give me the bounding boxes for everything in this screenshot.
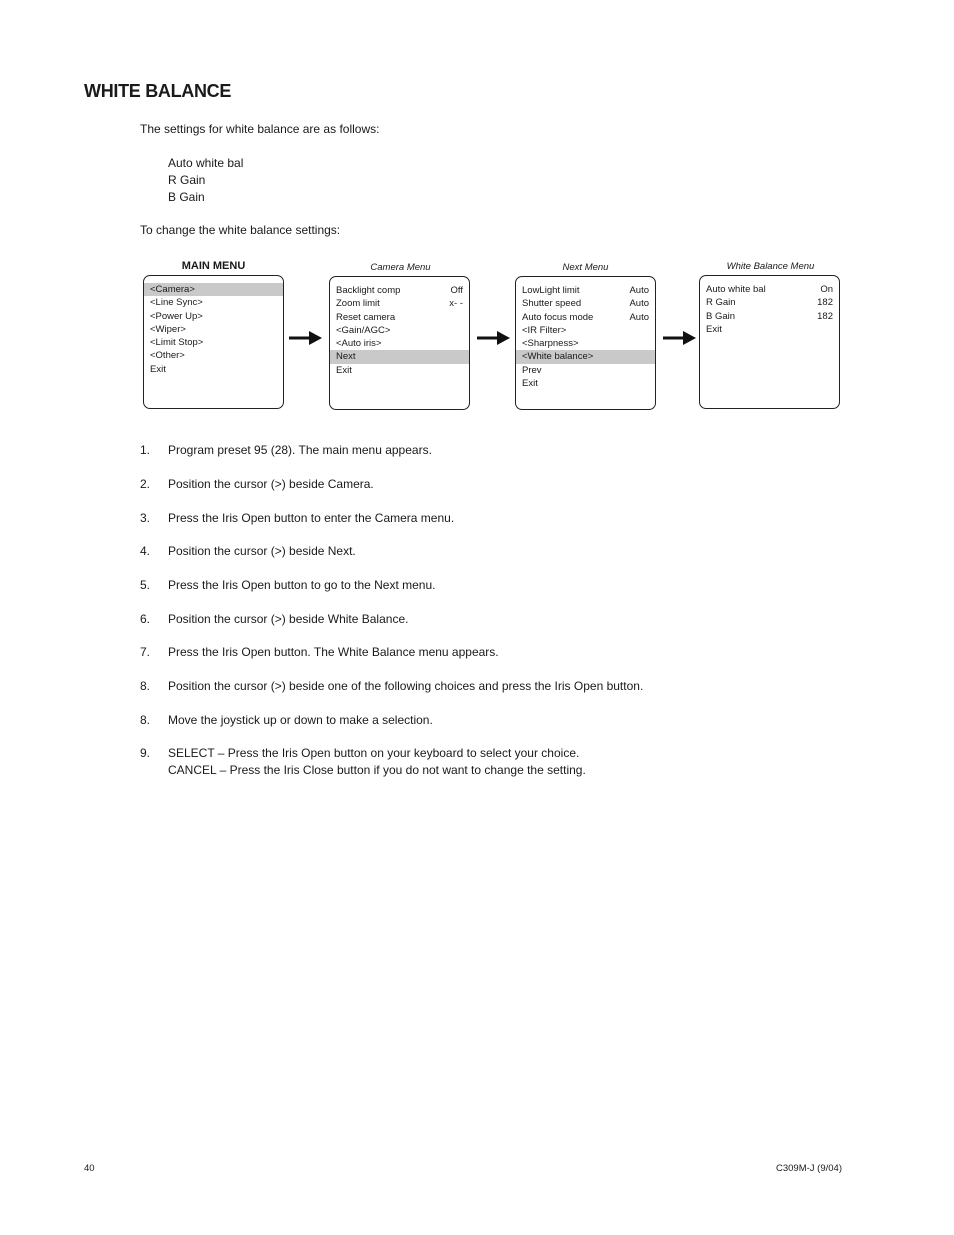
menu-row-label: <Limit Stop> xyxy=(150,337,204,349)
menu-row xyxy=(516,284,655,297)
step-number: 8. xyxy=(140,679,151,693)
menu-row-label: Auto white bal xyxy=(706,284,766,295)
menu-row-label: <Other> xyxy=(150,350,185,362)
menu-row-label: R Gain xyxy=(706,297,736,309)
main-menu-box xyxy=(143,275,284,409)
menu-row-label: Exit xyxy=(150,363,166,375)
menu-row-label: <Power Up> xyxy=(150,310,203,322)
step-number: 5. xyxy=(140,578,151,592)
menu-row xyxy=(330,324,469,337)
menu-row xyxy=(700,310,839,323)
step-text: Press the Iris Open button. The White Balance menu appears. xyxy=(168,645,499,659)
menu-row-label: <Line Sync> xyxy=(150,297,203,309)
step-number: 9. xyxy=(140,746,151,760)
menu-row xyxy=(516,311,655,324)
menu-row-label: <Wiper> xyxy=(150,323,186,335)
menu-row xyxy=(330,311,469,324)
menu-row-value: 182 xyxy=(817,310,833,322)
menu-row xyxy=(144,363,283,376)
menu-row xyxy=(330,284,469,297)
page-number: 40 xyxy=(84,1163,95,1174)
menu-row-label: B Gain xyxy=(706,310,736,322)
menu-row xyxy=(144,336,283,349)
menu-row-value: Auto xyxy=(629,298,649,310)
setting-item: Auto white bal xyxy=(168,156,244,170)
menu-row-label: Exit xyxy=(522,378,538,390)
menu-row-label: Reset camera xyxy=(336,311,396,323)
white-balance-menu-box xyxy=(699,275,840,409)
step-number: 1. xyxy=(140,443,151,457)
menu-row-label: Exit xyxy=(336,364,352,376)
menu-row xyxy=(330,350,469,363)
step-text: Position the cursor (>) beside Camera. xyxy=(168,477,374,491)
right-arrow-icon xyxy=(663,330,697,346)
menu-row-label: <White balance> xyxy=(522,351,594,363)
setting-item: B Gain xyxy=(168,190,205,204)
step-text: Program preset 95 (28). The main menu appears. xyxy=(168,443,432,457)
menu-row-label: <Auto iris> xyxy=(336,338,382,350)
menu-row-label: Backlight comp xyxy=(336,285,401,296)
menu-row-label: Zoom limit xyxy=(336,298,380,310)
step-text: Press the Iris Open button to enter the Camera menu. xyxy=(168,511,455,525)
menu-row xyxy=(516,364,655,377)
intro-text: The settings for white balance are as follows: xyxy=(140,122,380,136)
menu-row-value: 182 xyxy=(817,297,833,309)
menu-row xyxy=(516,337,655,350)
menu-row-label: <IR Filter> xyxy=(522,324,567,336)
menu-row-label: Prev xyxy=(522,364,542,376)
menu-row-value: Off xyxy=(450,285,463,296)
menu-row xyxy=(144,283,283,296)
menu-row-label: <Camera> xyxy=(150,284,195,295)
instruction-text: To change the white balance settings: xyxy=(140,223,341,237)
step-text: Position the cursor (>) beside one of the following choices and press the Iris Open button. xyxy=(168,679,644,693)
next-menu-box xyxy=(515,276,656,410)
menu-row xyxy=(700,296,839,309)
menu-row-value: Auto xyxy=(629,311,649,323)
right-arrow-icon xyxy=(289,330,323,346)
menu-row-label: Exit xyxy=(706,323,722,335)
step-text: Press the Iris Open button to go to the Next menu. xyxy=(168,578,436,592)
next-menu-caption: Next Menu xyxy=(562,262,609,273)
menu-row-value: Auto xyxy=(629,285,649,296)
step-number: 2. xyxy=(140,477,151,491)
menu-row xyxy=(144,349,283,362)
step-text: Move the joystick up or down to make a selection. xyxy=(168,713,433,727)
menu-row-label: Auto focus mode xyxy=(522,311,594,323)
menu-row-label: Shutter speed xyxy=(522,298,582,310)
menu-row-label: Next xyxy=(336,351,356,363)
menu-row xyxy=(330,364,469,377)
menu-row xyxy=(516,297,655,310)
menu-row xyxy=(516,377,655,390)
step-number: 8. xyxy=(140,713,151,727)
menu-row xyxy=(700,283,839,296)
right-arrow-icon xyxy=(477,330,511,346)
white-balance-menu-caption: White Balance Menu xyxy=(726,261,815,272)
camera-menu-box xyxy=(329,276,470,410)
setting-item: R Gain xyxy=(168,173,206,187)
menu-row-value: On xyxy=(820,284,833,295)
menu-row-label: <Gain/AGC> xyxy=(336,324,391,336)
step-number: 3. xyxy=(140,511,151,525)
camera-menu-caption: Camera Menu xyxy=(370,262,431,273)
section-heading: WHITE BALANCE xyxy=(84,81,232,101)
step-number: 7. xyxy=(140,645,151,659)
step-text: SELECT – Press the Iris Open button on your keyboard to select your choice. xyxy=(168,746,580,760)
menu-row-label: <Sharpness> xyxy=(522,338,579,350)
step-number: 6. xyxy=(140,612,151,626)
menu-row xyxy=(516,324,655,337)
menu-row xyxy=(144,323,283,336)
step-text: CANCEL – Press the Iris Close button if you do not want to change the setting. xyxy=(168,763,586,777)
menu-row-value: x- - xyxy=(449,298,463,310)
menu-row xyxy=(144,296,283,309)
menu-row xyxy=(330,337,469,350)
menu-row xyxy=(144,310,283,323)
step-number: 4. xyxy=(140,544,151,558)
menu-row xyxy=(700,323,839,336)
step-text: Position the cursor (>) beside Next. xyxy=(168,544,356,558)
main-menu-caption: MAIN MENU xyxy=(181,260,246,272)
menu-row-label: LowLight limit xyxy=(522,285,580,296)
menu-row xyxy=(330,297,469,310)
document-code: C309M-J (9/04) xyxy=(776,1163,842,1174)
step-text: Position the cursor (>) beside White Balance. xyxy=(168,612,409,626)
menu-row xyxy=(516,350,655,363)
